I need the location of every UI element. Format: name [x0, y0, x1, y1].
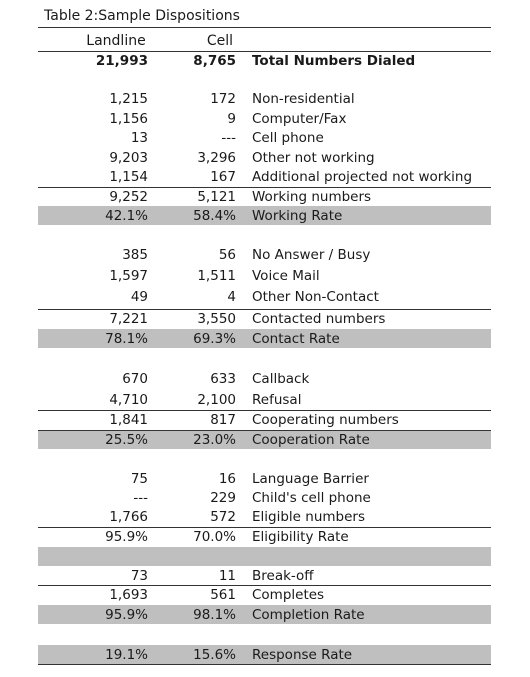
- landline-value: 1,693: [109, 587, 148, 603]
- table-row: [0, 246, 530, 264]
- cell-value: 3,296: [197, 150, 236, 166]
- cell-value: 69.3%: [193, 331, 236, 347]
- cell-value: 70.0%: [193, 529, 236, 545]
- table-row: [0, 470, 530, 488]
- row-label: Voice Mail: [252, 268, 320, 284]
- row-label: Other Non-Contact: [252, 289, 379, 305]
- row-label: Non-residential: [252, 91, 355, 107]
- table-title: Table 2:Sample Dispositions: [44, 8, 240, 24]
- landline-value: 1,841: [109, 412, 148, 428]
- table-row: [0, 411, 530, 429]
- cell-value: 98.1%: [193, 607, 236, 623]
- row-label: Other not working: [252, 150, 375, 166]
- table-row: [0, 310, 530, 328]
- landline-value: 385: [122, 247, 148, 263]
- row-label: Cooperating numbers: [252, 412, 399, 428]
- table-row: [0, 188, 530, 206]
- row-label: Language Barrier: [252, 471, 369, 487]
- cell-value: 16: [218, 471, 236, 487]
- landline-value: 78.1%: [105, 331, 148, 347]
- table-row: [0, 370, 530, 388]
- table-row: [0, 110, 530, 128]
- landline-value: 21,993: [95, 53, 148, 69]
- landline-value: 95.9%: [105, 529, 148, 545]
- row-label: Cooperation Rate: [252, 432, 370, 448]
- table-row: [0, 567, 530, 585]
- cell-value: 561: [210, 587, 236, 603]
- table-row: [0, 489, 530, 507]
- empty-band: [38, 547, 491, 566]
- landline-value: 4,710: [109, 392, 148, 408]
- cell-value: 4: [227, 289, 236, 305]
- row-label: Response Rate: [252, 647, 353, 663]
- cell-value: 23.0%: [193, 432, 236, 448]
- landline-value: 95.9%: [105, 607, 148, 623]
- rule-line: [38, 664, 491, 665]
- cell-value: 229: [210, 490, 236, 506]
- cell-value: 3,550: [197, 311, 236, 327]
- landline-value: 13: [130, 130, 148, 146]
- landline-value: 25.5%: [105, 432, 148, 448]
- cell-value: 172: [210, 91, 236, 107]
- row-label: Eligible numbers: [252, 509, 365, 525]
- table-row: [0, 528, 530, 546]
- table-row: [0, 431, 530, 449]
- landline-value: 19.1%: [105, 647, 148, 663]
- row-label: Child's cell phone: [252, 490, 371, 506]
- cell-value: 1,511: [197, 268, 236, 284]
- table-row: [0, 646, 530, 664]
- row-label: Eligibility Rate: [252, 529, 349, 545]
- row-label: Working Rate: [252, 208, 343, 224]
- table-row: [0, 606, 530, 624]
- landline-value: ---: [133, 490, 148, 506]
- cell-value: 8,765: [193, 53, 236, 69]
- row-label: Cell phone: [252, 130, 324, 146]
- table-row: [0, 149, 530, 167]
- row-label: Total Numbers Dialed: [252, 53, 416, 69]
- row-label: Refusal: [252, 392, 302, 408]
- landline-value: 9,252: [109, 189, 148, 205]
- cell-value: 15.6%: [193, 647, 236, 663]
- rule-line: [38, 27, 491, 28]
- table-row: [0, 586, 530, 604]
- landline-value: 42.1%: [105, 208, 148, 224]
- table-row: [0, 52, 530, 70]
- row-label: Completion Rate: [252, 607, 365, 623]
- cell-value: 5,121: [197, 189, 236, 205]
- row-label: Callback: [252, 371, 310, 387]
- landline-value: 670: [122, 371, 148, 387]
- cell-value: 633: [210, 371, 236, 387]
- cell-value: 9: [227, 111, 236, 127]
- row-label: Break-off: [252, 568, 314, 584]
- landline-value: 1,766: [109, 509, 148, 525]
- landline-column-header: Landline: [86, 33, 146, 49]
- table-row: [0, 288, 530, 306]
- landline-value: 1,156: [109, 111, 148, 127]
- landline-value: 7,221: [109, 311, 148, 327]
- row-label: Contact Rate: [252, 331, 340, 347]
- row-label: Computer/Fax: [252, 111, 347, 127]
- table-row: [0, 391, 530, 409]
- table-row: [0, 168, 530, 186]
- landline-value: 73: [130, 568, 148, 584]
- landline-value: 1,597: [109, 268, 148, 284]
- table-row: [0, 267, 530, 285]
- cell-value: 167: [210, 169, 236, 185]
- row-label: Additional projected not working: [252, 169, 473, 185]
- row-label: No Answer / Busy: [252, 247, 371, 263]
- cell-value: 572: [210, 509, 236, 525]
- table-row: [0, 129, 530, 147]
- cell-value: 2,100: [197, 392, 236, 408]
- landline-value: 49: [130, 289, 148, 305]
- cell-column-header: Cell: [206, 33, 234, 49]
- cell-value: 56: [218, 247, 236, 263]
- landline-value: 75: [130, 471, 148, 487]
- row-label: Completes: [252, 587, 325, 603]
- table-row: [0, 508, 530, 526]
- table-row: [0, 330, 530, 348]
- row-label: Working numbers: [252, 189, 372, 205]
- cell-value: 58.4%: [193, 208, 236, 224]
- cell-value: ---: [221, 130, 236, 146]
- landline-value: 1,215: [109, 91, 148, 107]
- table-row: [0, 90, 530, 108]
- cell-value: 11: [218, 568, 236, 584]
- row-label: Contacted numbers: [252, 311, 386, 327]
- cell-value: 817: [210, 412, 236, 428]
- landline-value: 9,203: [109, 150, 148, 166]
- landline-value: 1,154: [109, 169, 148, 185]
- table-row: [0, 207, 530, 225]
